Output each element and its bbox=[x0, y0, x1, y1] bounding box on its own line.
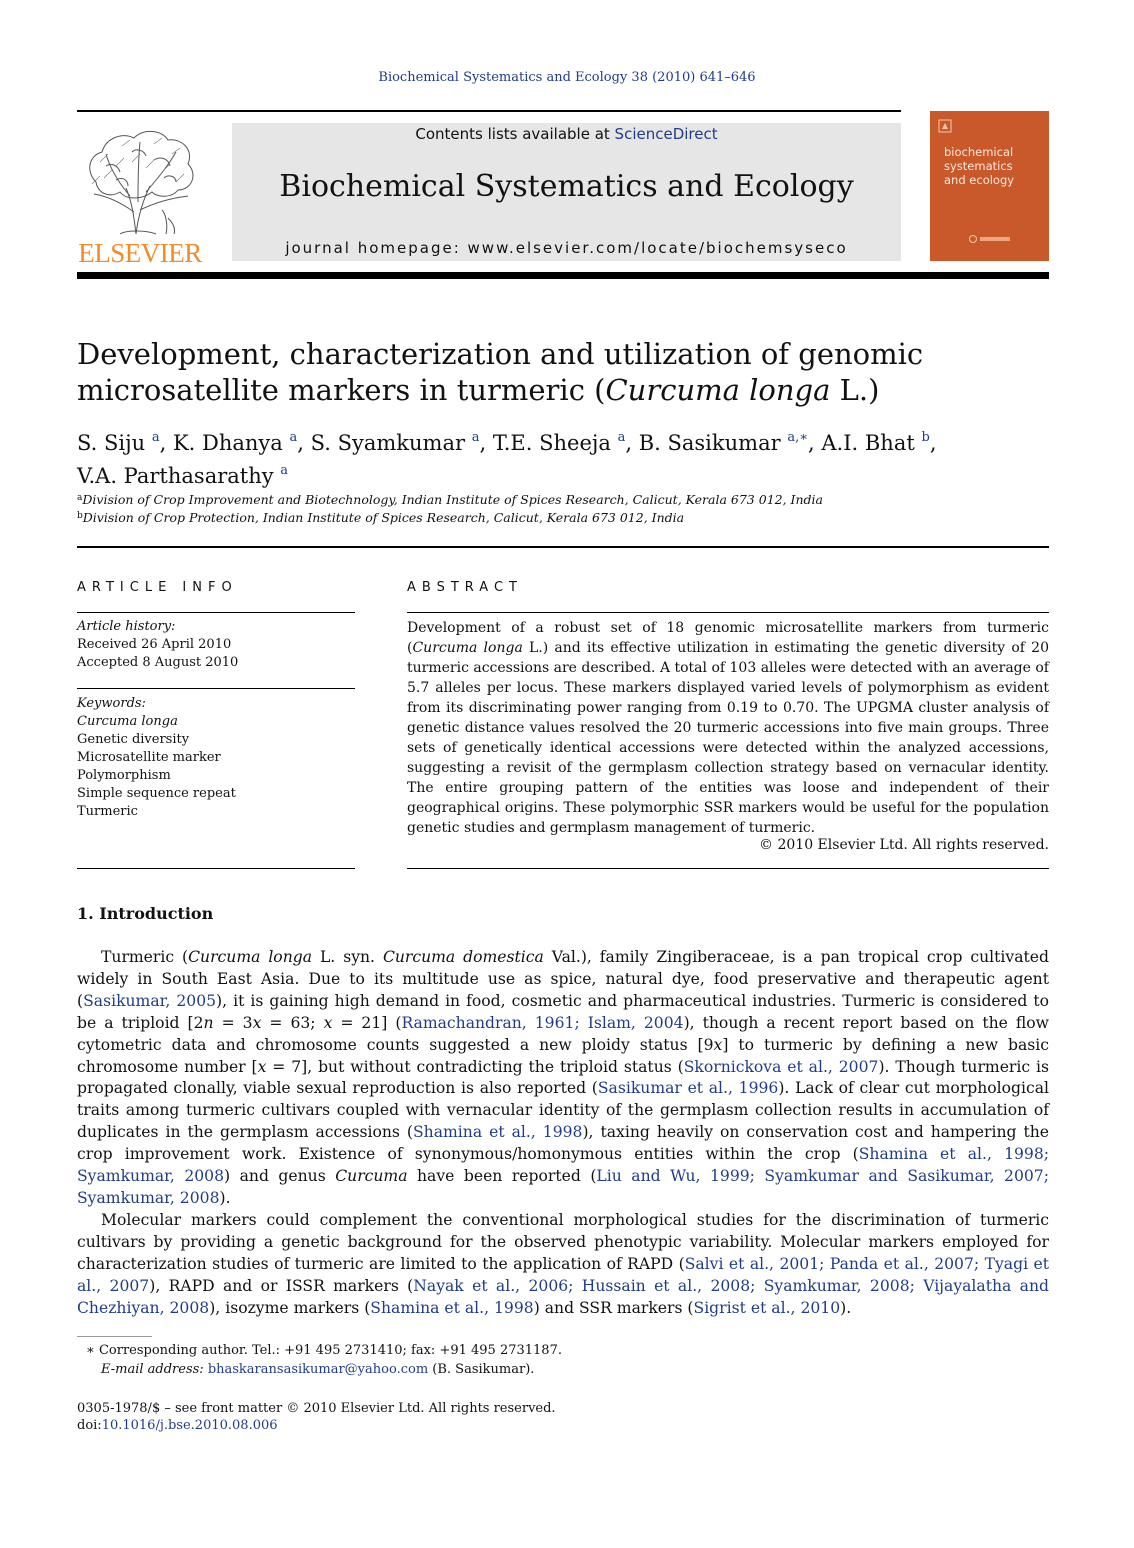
body-text-run: = 3 bbox=[213, 1013, 253, 1032]
citation-link[interactable]: Skornickova et al., 2007 bbox=[683, 1057, 879, 1076]
body-text-run: = 63; bbox=[261, 1013, 324, 1032]
accepted-date: Accepted 8 August 2010 bbox=[77, 655, 239, 670]
body-text-run: ). bbox=[219, 1188, 231, 1207]
keyword: Turmeric bbox=[77, 804, 138, 819]
body-text-run: = 21] ( bbox=[332, 1013, 402, 1032]
cover-title-line: and ecology bbox=[944, 173, 1015, 187]
body-text-run: ). Lack of clear cut morphological traits among turmeric cultivars coupled with vernacular identity of the germplasm collection results in accumulation of duplicates in the germplasm accessions ( bbox=[77, 1079, 1050, 1142]
cover-title-line: systematics bbox=[944, 159, 1013, 173]
affiliation-mark[interactable]: a,∗ bbox=[787, 430, 809, 445]
body-text-run: ). Though turmeric is propagated clonally, viable sexual reproduction is also reported ( bbox=[77, 1057, 1049, 1098]
author: V.A. Parthasarathy $^a$ bbox=[77, 463, 289, 488]
body-text-run: Molecular markers could complement the conventional morphological studies for the discrimination of turmeric cultivars by providing a genetic background for the observed phenotypic variability. Molecular markers employed for characterization studies of turmeric are limited to the application of RAPD ( bbox=[77, 1210, 1049, 1273]
citation-link[interactable]: Liu and Wu, 1999; Syamkumar and Sasikumar, 2007; Syamkumar, 2008 bbox=[77, 1167, 1049, 1207]
body-text-run: x bbox=[323, 1013, 333, 1032]
paragraph bbox=[77, 947, 1049, 1210]
citation-link[interactable]: Ramachandran, 1961; Islam, 2004 bbox=[401, 1013, 684, 1032]
body-text-run: ), isozyme markers ( bbox=[209, 1298, 371, 1317]
body-text-run: Curcuma bbox=[335, 1167, 408, 1186]
body-text-run: L. syn. bbox=[312, 948, 383, 966]
body-text-run: ). bbox=[840, 1298, 852, 1317]
author: S. Syamkumar $^a$, bbox=[310, 430, 493, 455]
affiliation-a: $^a$Division of Crop Improvement and Biotechnology, Indian Institute of Spices Research, Calicut, Kerala 673 012, India bbox=[77, 492, 823, 507]
abstract-copyright: © 2010 Elsevier Ltd. All rights reserved. bbox=[759, 837, 1049, 853]
section-heading-introduction: 1. Introduction bbox=[77, 904, 214, 923]
keyword: Genetic diversity bbox=[77, 732, 190, 747]
email-link[interactable]: bhaskaransasikumar@yahoo.com bbox=[207, 1362, 429, 1377]
affiliation-mark[interactable]: a bbox=[617, 430, 626, 445]
body-text-run: Turmeric ( bbox=[101, 948, 189, 966]
body-text-run: ) and SSR markers ( bbox=[533, 1298, 694, 1317]
body-text-run: ), it is gaining high demand in food, cosmetic and pharmaceutical industries. Turmeric is considered to be a triploid [2 bbox=[77, 991, 1049, 1032]
body-text-run: Val.), family Zingiberaceae, is a pan tropical crop cultivated widely in South East Asia. Due to its multitude use as spice, natural dye, food preservative and therapeutic agent ( bbox=[77, 948, 1050, 1010]
cover-logo-icon bbox=[938, 119, 952, 133]
article-title bbox=[77, 336, 1052, 408]
citation-link[interactable]: Shamina et al., 1998; Syamkumar, 2008 bbox=[77, 1145, 1050, 1186]
journal-citation[interactable]: Biochemical Systematics and Ecology 38 (2010) 641–646 bbox=[378, 70, 756, 85]
affiliation-b: $^b$Division of Crop Protection, Indian Institute of Spices Research, Calicut, Kerala 673 012, India bbox=[77, 510, 685, 525]
introduction-body bbox=[77, 947, 1049, 1319]
abstract-rule bbox=[407, 868, 1049, 869]
sciencedirect-link[interactable]: ScienceDirect bbox=[614, 125, 718, 143]
footnote-rule bbox=[77, 1336, 152, 1337]
info-rule bbox=[77, 868, 355, 869]
author: B. Sasikumar $^{a,∗}$, bbox=[638, 430, 822, 455]
affiliation-mark[interactable]: a bbox=[471, 430, 480, 445]
title-text: L.) bbox=[830, 373, 880, 407]
keywords bbox=[77, 695, 357, 821]
citation-link[interactable]: Salvi et al., 2001; Panda et al., 2007; Tyagi et al., 2007 bbox=[77, 1254, 1049, 1295]
info-rule bbox=[77, 612, 355, 613]
info-rule bbox=[77, 688, 355, 689]
body-text-run: Curcuma domestica bbox=[382, 948, 544, 966]
corresponding-author-note: ∗ Corresponding author. Tel.: +91 495 2731410; fax: +91 495 2731187. bbox=[86, 1343, 562, 1358]
affiliation-mark[interactable]: a bbox=[151, 430, 160, 445]
cover-title bbox=[944, 145, 1044, 187]
citation-link[interactable]: Shamina et al., 1998 bbox=[413, 1123, 583, 1142]
body-text-run: ) and genus bbox=[224, 1167, 336, 1186]
citation-link[interactable]: Sasikumar et al., 1996 bbox=[597, 1079, 779, 1098]
body-text-run: ] to turmeric by defining a new basic chromosome number [ bbox=[77, 1035, 1049, 1076]
body-text-run: have been reported ( bbox=[407, 1167, 597, 1186]
body-text-run: ), RAPD and or ISSR markers ( bbox=[149, 1276, 414, 1295]
article-history bbox=[77, 618, 357, 672]
doi-link[interactable]: 10.1016/j.bse.2010.08.006 bbox=[101, 1418, 278, 1433]
journal-title: Biochemical Systematics and Ecology bbox=[279, 169, 854, 204]
masthead-rule bbox=[77, 272, 1049, 279]
affiliation-mark[interactable]: b bbox=[921, 430, 930, 445]
contents-prefix: Contents lists available at bbox=[415, 125, 615, 143]
history-label: Article history: bbox=[77, 619, 176, 634]
article-info-heading: ARTICLE INFO bbox=[77, 580, 238, 595]
contents-line bbox=[232, 125, 901, 143]
abstract-text: Development of a robust set of 18 genomic microsatellite markers from turmeric (Curcuma longa L.) and its effective utilization in estimating the genetic diversity of 20 turmeric accessions are described. A total of 103 alleles were detected with an average of 5.7 alleles per locus. These markers displayed varied levels of polymorphism as evident from its discriminating power ranging from 0.19 to 0.70. The UPGMA cluster analysis of genetic distance values resolved the 20 turmeric accessions into five main groups. Three sets of genetically identical accessions were detected within the analyzed accessions, suggesting a revisit of the germplasm collection strategy based on vernacular identity. The entire grouping pattern of the entities was loose and independent of their geographical origins. These polymorphic SSR markers would be useful for the population genetic studies and germplasm management of turmeric. bbox=[407, 620, 1049, 836]
citation-link[interactable]: Shamina et al., 1998 bbox=[370, 1298, 534, 1317]
body-text-run: Curcuma longa bbox=[188, 948, 313, 966]
email-note: E-mail address: bhaskaransasikumar@yahoo.com (B. Sasikumar). bbox=[101, 1362, 535, 1377]
body-text-run: ), though a recent report based on the flow cytometric data and chromosome counts suggested a new ploidy status [9 bbox=[77, 1013, 1049, 1054]
cover-sciencedirect-mark-icon bbox=[968, 233, 1012, 245]
received-date: Received 26 April 2010 bbox=[77, 637, 232, 652]
paragraph bbox=[77, 1210, 1049, 1320]
journal-banner bbox=[232, 123, 901, 261]
elsevier-wordmark: ELSEVIER bbox=[78, 238, 202, 268]
body-text-run: ), taxing heavily on conservation cost and hampering the crop improvement work. Existence of synonymous/homonymous entities within the crop ( bbox=[77, 1123, 1050, 1164]
header-rule bbox=[77, 110, 901, 112]
body-text-run: x bbox=[257, 1057, 267, 1076]
title-text: Development, characterization and utilization of genomic microsatellite markers in turmeric ( bbox=[77, 337, 924, 407]
abstract-rule bbox=[407, 612, 1049, 613]
affiliation-mark[interactable]: a bbox=[289, 430, 298, 445]
abstract-heading: ABSTRACT bbox=[407, 580, 523, 595]
journal-cover-thumbnail[interactable] bbox=[930, 111, 1049, 261]
citation-link[interactable]: Sasikumar, 2005 bbox=[83, 991, 217, 1010]
author: T.E. Sheeja $^a$, bbox=[492, 430, 639, 455]
keyword: Polymorphism bbox=[77, 768, 171, 783]
author: K. Dhanya $^a$, bbox=[172, 430, 311, 455]
author-list bbox=[77, 424, 1052, 490]
keywords-label: Keywords: bbox=[77, 696, 146, 711]
body-text-run: n bbox=[203, 1013, 214, 1032]
citation-link[interactable]: Nayak et al., 2006; Hussain et al., 2008; Syamkumar, 2008; Vijayalatha and Chezhiyan, 2008 bbox=[77, 1276, 1049, 1317]
body-text-run: x bbox=[252, 1013, 262, 1032]
author: S. Siju $^a$, bbox=[77, 430, 173, 455]
cover-title-line: biochemical bbox=[944, 145, 1014, 159]
keyword: Simple sequence repeat bbox=[77, 786, 236, 801]
journal-homepage[interactable]: journal homepage: www.elsevier.com/locate/biochemsyseco bbox=[285, 239, 848, 257]
title-species: Curcuma longa bbox=[605, 373, 831, 407]
keyword: Curcuma longa bbox=[77, 714, 178, 729]
issn-line: 0305-1978/$ – see front matter © 2010 Elsevier Ltd. All rights reserved. bbox=[77, 1401, 556, 1416]
affiliation-mark[interactable]: a bbox=[280, 463, 289, 478]
author: A.I. Bhat $^b$, bbox=[821, 430, 937, 455]
section-rule bbox=[77, 546, 1049, 548]
doi-line: doi:10.1016/j.bse.2010.08.006 bbox=[77, 1418, 278, 1433]
keyword: Microsatellite marker bbox=[77, 750, 221, 765]
body-text-run: x bbox=[713, 1035, 723, 1054]
body-text-run: = 7], but without contradicting the triploid status ( bbox=[266, 1057, 684, 1076]
citation-link[interactable]: Sigrist et al., 2010 bbox=[693, 1298, 841, 1317]
